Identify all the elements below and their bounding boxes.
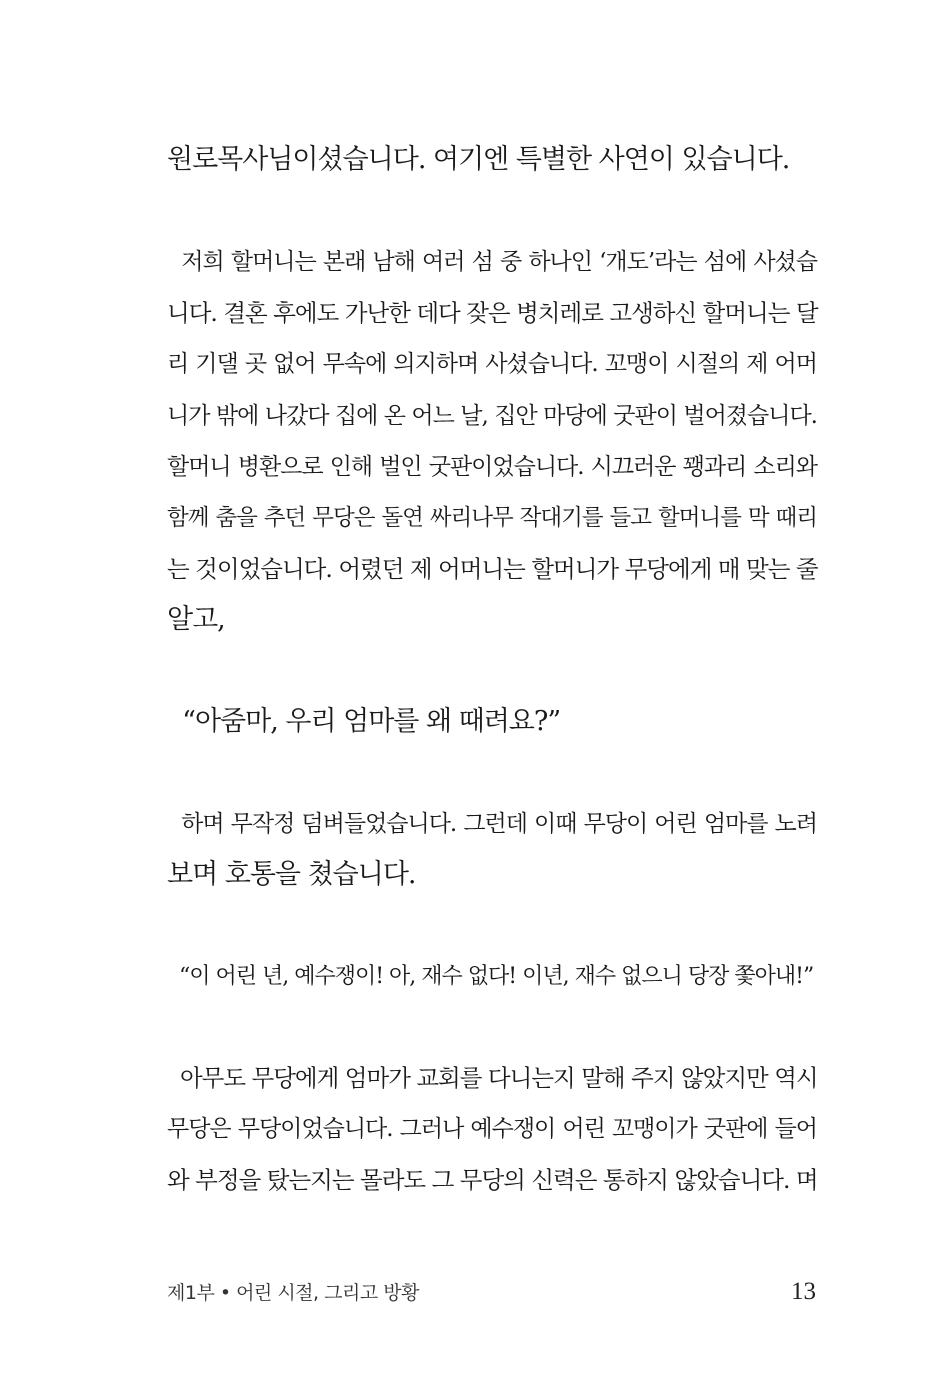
body-line-5: 니가 밖에 나갔다 집에 온 어느 날, 집안 마당에 굿판이 벌어졌습니다. <box>167 403 817 429</box>
body-line-13: 무당은 무당이었습니다. 그러나 예수쟁이 어린 꼬맹이가 굿판에 들어 <box>167 1116 817 1142</box>
body-line-10: 하며 무작정 덤벼들었습니다. 그런데 이때 무당이 어린 엄마를 노려 <box>167 811 817 837</box>
quote-line-1: “아줌마, 우리 엄마를 왜 때려요?” <box>167 706 561 737</box>
body-line-8: 는 것이었습니다. 어렸던 제 어머니는 할머니가 무당에게 매 맞는 줄 <box>167 555 818 583</box>
body-line-6: 할머니 병환으로 인해 벌인 굿판이었습니다. 시끄러운 꽹과리 소리와 <box>167 454 817 480</box>
body-line-1: 원로목사님이셨습니다. 여기엔 특별한 사연이 있습니다. <box>167 144 790 175</box>
running-footer-title: 제1부 • 어린 시절, 그리고 방황 <box>167 1282 419 1304</box>
body-line-2: 저희 할머니는 본래 남해 여러 섬 중 하나인 ‘개도’라는 섬에 사셨습 <box>167 249 817 275</box>
body-line-3: 니다. 결혼 후에도 가난한 데다 잦은 병치레로 고생하신 할머니는 달 <box>167 299 818 327</box>
page-number: 13 <box>791 1278 816 1305</box>
body-line-4: 리 기댈 곳 없어 무속에 의지하며 사셨습니다. 꼬맹이 시절의 제 어머 <box>167 351 817 377</box>
body-line-9: 알고, <box>167 604 225 635</box>
body-line-7: 함께 춤을 추던 무당은 돌연 싸리나무 작대기를 들고 할머니를 막 때리 <box>167 505 817 531</box>
body-line-12: 아무도 무당에게 엄마가 교회를 다니는지 말해 주지 않았지만 역시 <box>167 1064 818 1092</box>
body-line-14: 와 부정을 탔는지는 몰라도 그 무당의 신력은 통하지 않았습니다. 며 <box>167 1166 818 1194</box>
quote-line-2: “이 어린 년, 예수쟁이! 아, 재수 없다! 이년, 재수 없으니 당장 쫓아내!” <box>167 964 814 989</box>
body-line-11: 보며 호통을 쳤습니다. <box>167 859 416 890</box>
